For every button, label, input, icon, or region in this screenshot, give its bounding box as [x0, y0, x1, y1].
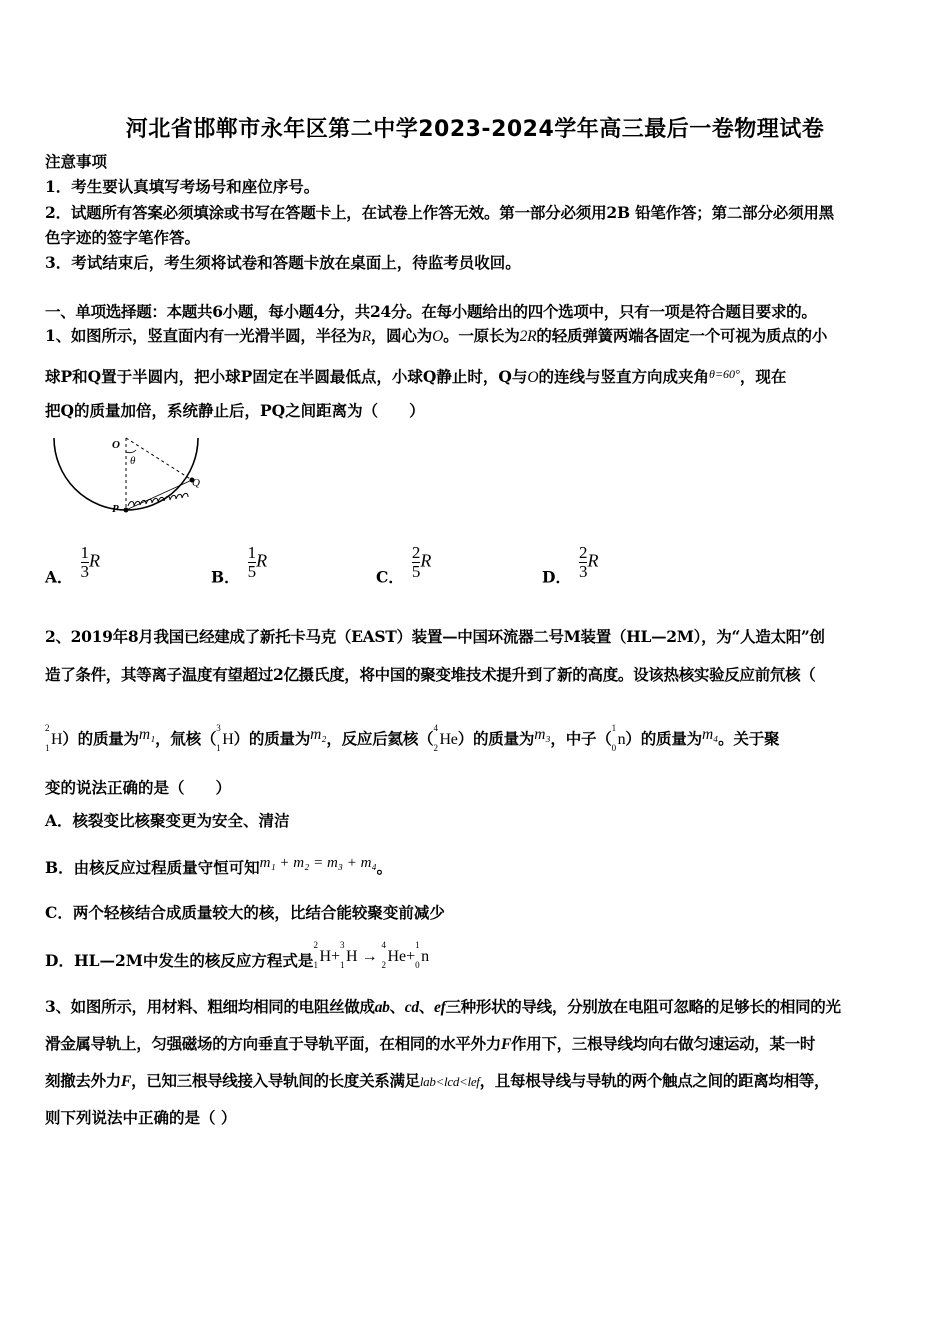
deuterium-symbol: 2 1 H	[45, 723, 63, 753]
q1-option-a[interactable]: A． $\frac{1}{3}$ R	[45, 543, 101, 587]
q1-line-2: 球P和Q置于半圆内，把小球P固定在半圆最低点，小球Q静止时，Q与O的连线与竖直方向成夹角$^{\theta=60^\circ}$，现在	[45, 367, 787, 386]
spring-axis	[126, 480, 192, 510]
q1-line-3: 把Q的质量加倍，系统静止后，PQ之间距离为（ ）	[45, 401, 425, 420]
q2-option-d[interactable]: D．HL—2M中发生的核反应方程式是 2 1 H+ 3 1 H → 4 2 He+ 1 0 n	[45, 940, 430, 970]
label-q: Q	[192, 477, 200, 489]
notice-item-2: 2．试题所有答案必须填涂或书写在答题卡上，在试卷上作答无效。第一部分必须用2B 铅笔作答；第二部分必须用黑	[45, 203, 834, 222]
q2-option-c[interactable]: C．两个轻核结合成质量较大的核，比结合能较聚变前减少	[45, 903, 445, 922]
notice-item-1: 1．考生要认真填写考场号和座位序号。	[45, 177, 320, 196]
q3-line-2: 滑金属导轨上，匀强磁场的方向垂直于导轨平面，在相同的水平外力F作用下，三根导线均向右做匀速运动，某一时	[45, 1034, 816, 1053]
angle-arc	[126, 450, 136, 453]
mass-equation: m₁ + m₂ = m₃ + m₄	[259, 855, 377, 871]
section-heading: 一、单项选择题：本题共6小题，每小题4分，共24分。在每小题给出的四个选项中，只有一项是符合题目要求的。	[45, 302, 817, 321]
q3-line-1: 3、如图所示，用材料、粗细均相同的电阻丝做成ab、cd、ef三种形状的导线，分别放在电阻可忽略的足够长的相同的光	[45, 997, 841, 1016]
q2-line-1: 2、2019年8月我国已经建成了新托卡马克（EAST）装置—中国环流器二号M装置（HL—2M），为“人造太阳”创	[45, 627, 825, 646]
q1-line-1: 1、如图所示，竖直面内有一光滑半圆，半径为R，圆心为O。一原长为2R的轻质弹簧两端各固定一个可视为质点的小	[45, 326, 828, 345]
q3-line-4: 则下列说法中正确的是（ ）	[45, 1108, 237, 1127]
q1-option-c[interactable]: C． $\frac{2}{5}$ R	[376, 543, 432, 587]
label-theta: θ	[130, 455, 136, 467]
page-title: 河北省邯郸市永年区第二中学2023-2024学年高三最后一卷物理试卷	[125, 117, 825, 142]
oq-dashed-line	[126, 438, 192, 480]
q2-line-3: 2 1 H）的质量为m₁，氚核（ 3 1 H）的质量为m₂，反应后氦核（ 4 2 He）的质量为m₃，中子（ 1 0 n）的质量为m₄。关于聚	[45, 723, 780, 753]
notice-item-3: 3．考试结束后，考生须将试卷和答题卡放在桌面上，待监考员收回。	[45, 253, 521, 272]
q1-figure	[50, 432, 210, 524]
q2-line-4: 变的说法正确的是（ ）	[45, 778, 232, 797]
q2-option-a[interactable]: A．核裂变比核聚变更为安全、清洁	[45, 811, 290, 830]
tritium-symbol: 3 1 H	[216, 723, 234, 753]
ball-p	[124, 508, 129, 513]
reaction-equation: 2 1 H+ 3 1 H → 4 2 He+ 1 0 n	[313, 940, 430, 970]
notice-heading: 注意事项	[45, 152, 108, 171]
q3-line-3: 刻撤去外力F，已知三根导线接入导轨间的长度关系满足lab<lcd<lef，且每根导线与导轨的两个触点之间的距离均相等，	[45, 1071, 830, 1090]
q2-line-2: 造了条件，其等离子温度有望超过2亿摄氏度，将中国的聚变堆技术提升到了新的高度。设该热核实验反应前氘核（	[45, 665, 816, 684]
q1-option-b[interactable]: B． $\frac{1}{5}$ R	[211, 543, 268, 587]
label-o: O	[112, 439, 120, 451]
label-p: P	[112, 503, 119, 515]
length-relation: lab<lcd<lef	[419, 1074, 480, 1089]
q2-option-b[interactable]: B．由核反应过程质量守恒可知m₁ + m₂ = m₃ + m₄。	[45, 855, 393, 877]
neutron-symbol: 1 0 n	[611, 723, 626, 753]
helium-symbol: 4 2 He	[433, 723, 458, 753]
notice-item-2-cont: 色字迹的签字笔作答。	[45, 228, 201, 247]
q1-option-d[interactable]: D． $\frac{2}{3}$ R	[542, 543, 599, 587]
